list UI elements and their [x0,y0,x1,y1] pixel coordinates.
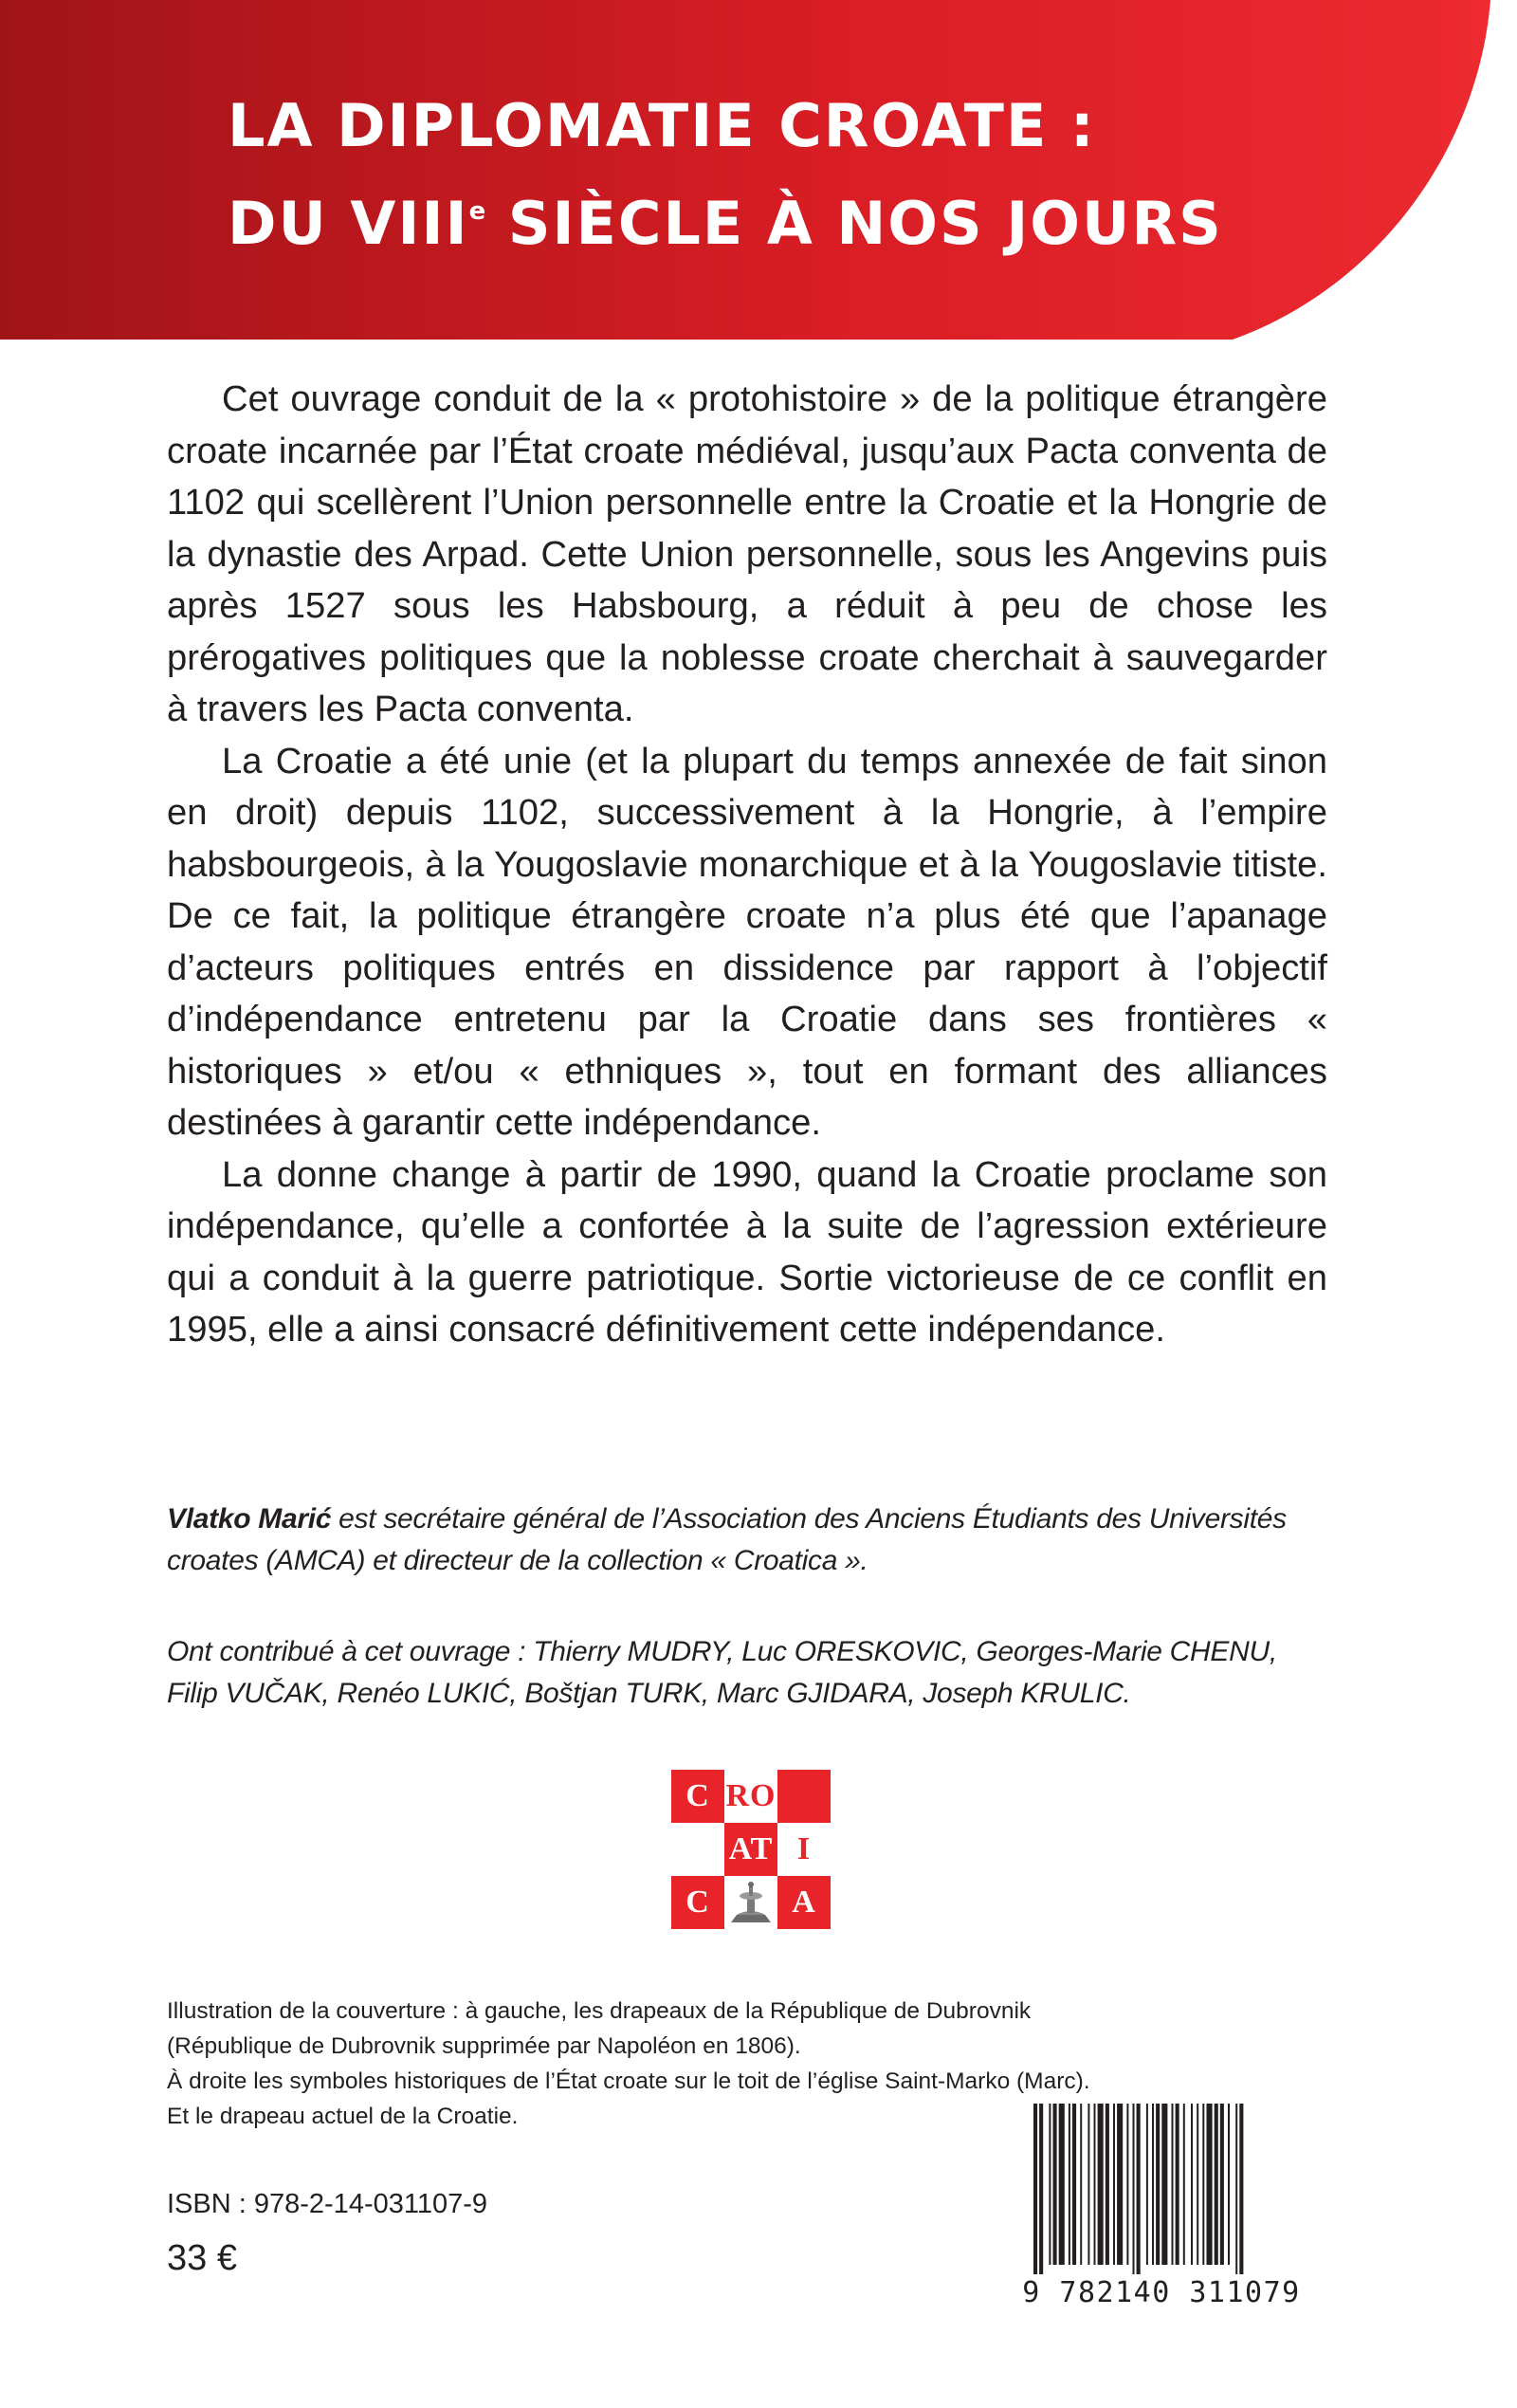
credit-line-3: À droite les symboles historiques de l’État croate sur le toit de l’église Saint-Marko (Marc). [167,2068,1090,2094]
barcode-bar [1039,2104,1043,2274]
credit-line-4: Et le drapeau actuel de la Croatie. [167,2104,519,2129]
summary-paragraph-1: Cet ouvrage conduit de la « protohistoire » de la politique étrangère croate incarnée par l’État croate médiéval, jusqu’aux Pacta conventa de 1102 qui scellèrent l’Union personnelle entre la Croatie et la Hongrie de la dynastie des Arpad. Cette Union personnelle, sous les Angevins puis après 1527 sous les Habsbourg, a réduit à peu de chose les prérogatives politiques que la noblesse croate cherchait à sauvegarder à travers les Pacta conventa. [167,378,1327,729]
summary-paragraph-3: La donne change à partir de 1990, quand la Croatie proclame son indépendance, qu’elle a confortée à la suite de l’agression extérieure qui a conduit à la guerre patriotique. Sortie victorieuse de ce conflit en 1995, elle a ainsi consacré définitivement cette indépendance. [167,1153,1327,1350]
title-line-2-prefix: DU VIII [228,189,469,258]
barcode-bar [1087,2104,1089,2265]
barcode-bar [1172,2104,1174,2265]
barcode-bar [1152,2104,1154,2265]
title-line-1: LA DIPLOMATIE CROATE : [228,91,1096,160]
barcode-bar [1202,2104,1204,2265]
barcode-bar [1117,2104,1123,2265]
logo-cell-6: I [777,1823,831,1876]
barcode-bar [1072,2104,1076,2265]
price: 33 € [167,2238,237,2278]
logo-cell-2: RO [724,1770,777,1823]
cover-illustration-credit [167,1994,1115,2134]
summary-text [167,374,1327,1356]
croatica-logo [671,1770,831,1929]
barcode-bar [1220,2104,1224,2265]
barcode-bar [1049,2104,1051,2265]
logo-cell-9: A [777,1876,831,1929]
summary-paragraph-2: La Croatie a été unie (et la plupart du temps annexée de fait sinon en droit) depuis 1102, successivement à la Hongrie, à l’empire habsbourgeois, à la Yougoslavie monarchique et à la Yougoslavie titiste. De ce fait, la politique étrangère croate n’a plus été que l’apanage d’acteurs politiques entrés en dissidence par rapport à l’objectif d’indépendance entretenu par la Croatie dans ses frontières « historiques » et/ou « ethniques », tout en formant des alliances destinées à garantir cette indépendance. [167,740,1327,1143]
logo-cell-4 [671,1823,724,1876]
title-line-2 [228,169,1223,267]
barcode-bar [1161,2104,1167,2265]
logo-cell-1: C [671,1770,724,1823]
barcode-bar [1235,2104,1237,2274]
title-line-2-suffix: SIÈCLE À NOS JOURS [485,189,1223,258]
barcode-bar [1059,2104,1065,2265]
barcode-bar [1228,2104,1230,2265]
barcode-bar [1098,2104,1104,2265]
barcode-bar [1215,2104,1218,2265]
barcode-icon [1033,2104,1289,2274]
barcode-bar [1053,2104,1057,2265]
credit-line-2: (République de Dubrovnik supprimée par Napoléon en 1806). [167,2033,801,2059]
author-name: Vlatko Marić [167,1503,332,1535]
barcode-bar [1033,2104,1037,2274]
barcode-bar [1197,2104,1198,2265]
barcode-bar [1133,2104,1135,2274]
barcode-bar [1137,2104,1141,2274]
author-bio [167,1498,1327,1582]
isbn: ISBN : 978-2-14-031107-9 [167,2189,488,2219]
barcode-digits: 9 782140 311079 [1022,2276,1301,2309]
title-superscript: e [468,197,486,226]
barcode-bar [1207,2104,1213,2265]
contributors: Ont contribué à cet ouvrage : Thierry MUDRY, Luc ORESKOVIC, Georges-Marie CHENU, Filip VUČAK, Renéo LUKIĆ, Boštjan TURK, Marc GJIDARA, Joseph KRULIC. [167,1636,1277,1709]
barcode-bar [1094,2104,1096,2265]
barcode-bar [1113,2104,1115,2265]
barcode-bar [1156,2104,1160,2265]
logo-cell-7: C [671,1876,724,1929]
barcode [996,2104,1327,2312]
credit-line-1: Illustration de la couverture : à gauche, les drapeaux de la République de Dubrovnik [167,1998,1032,2024]
barcode-bar [1146,2104,1148,2265]
barcode-bar [1183,2104,1185,2265]
barcode-bar [1080,2104,1082,2265]
logo-cell-8 [724,1876,777,1929]
book-title [228,83,1223,267]
author-description: est secrétaire général de l’Association des Anciens Étudiants des Universités croates (AMCA) et directeur de la collection « Croatica ». [167,1503,1287,1576]
fountain-icon [727,1879,775,1926]
barcode-bar [1106,2104,1109,2265]
barcode-bar [1126,2104,1128,2265]
logo-cell-3 [777,1770,831,1823]
title-banner [0,0,1517,341]
barcode-bar [1069,2104,1070,2265]
barcode-bar [1176,2104,1179,2265]
barcode-bar [1191,2104,1193,2265]
logo-cell-5: AT [724,1823,777,1876]
barcode-bar [1239,2104,1243,2274]
